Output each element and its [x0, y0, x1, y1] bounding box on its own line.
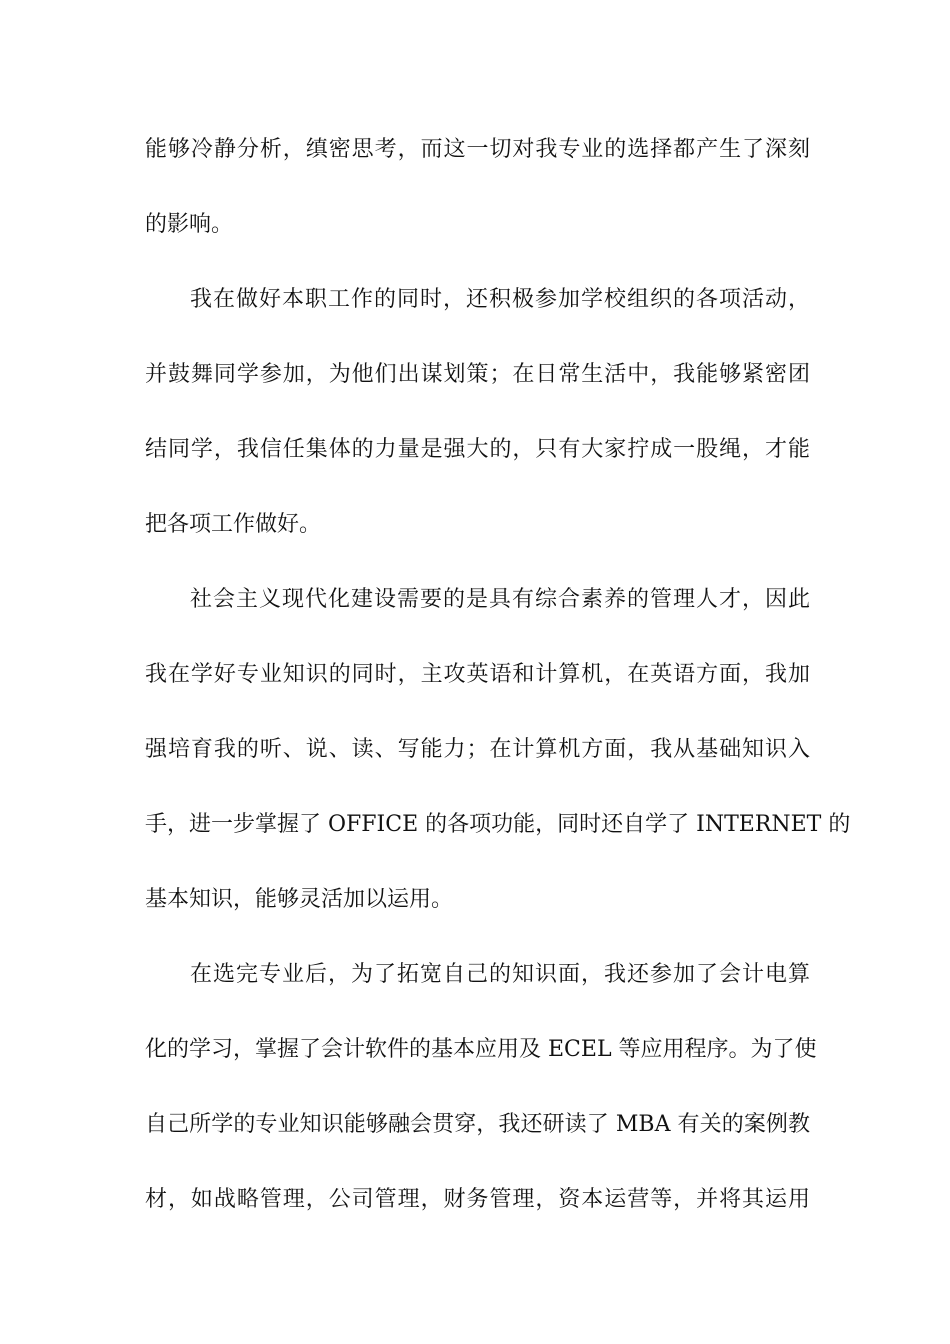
paragraph-first-line: 社会主义现代化建设需要的是具有综合素养的管理人才，因此: [190, 587, 810, 612]
text-line: 手，进一步掌握了 OFFICE 的各项功能，同时还自学了 INTERNET 的: [145, 812, 851, 837]
text-line: 并鼓舞同学参加，为他们出谋划策；在日常生活中，我能够紧密团: [145, 362, 810, 387]
paragraph-first-line: 我在做好本职工作的同时，还积极参加学校组织的各项活动，: [190, 287, 810, 312]
paragraph-first-line: 在选完专业后，为了拓宽自己的知识面，我还参加了会计电算: [190, 962, 810, 987]
text-line: 结同学，我信任集体的力量是强大的，只有大家拧成一股绳，才能: [145, 437, 810, 462]
text-line: 把各项工作做好。: [145, 512, 322, 537]
text-line: 强培育我的听、说、读、写能力；在计算机方面，我从基础知识入: [145, 737, 810, 762]
text-line: 化的学习，掌握了会计软件的基本应用及 ECEL 等应用程序。为了使: [145, 1037, 817, 1062]
text-line: 材，如战略管理，公司管理，财务管理，资本运营等，并将其运用: [145, 1187, 810, 1212]
text-line: 我在学好专业知识的同时，主攻英语和计算机，在英语方面，我加: [145, 662, 810, 687]
text-line: 自己所学的专业知识能够融会贯穿，我还研读了 MBA 有关的案例教: [145, 1112, 810, 1137]
text-line: 能够冷静分析，缜密思考，而这一切对我专业的选择都产生了深刻: [145, 137, 810, 162]
text-line: 的影响。: [145, 212, 234, 237]
text-line: 基本知识，能够灵活加以运用。: [145, 887, 454, 912]
